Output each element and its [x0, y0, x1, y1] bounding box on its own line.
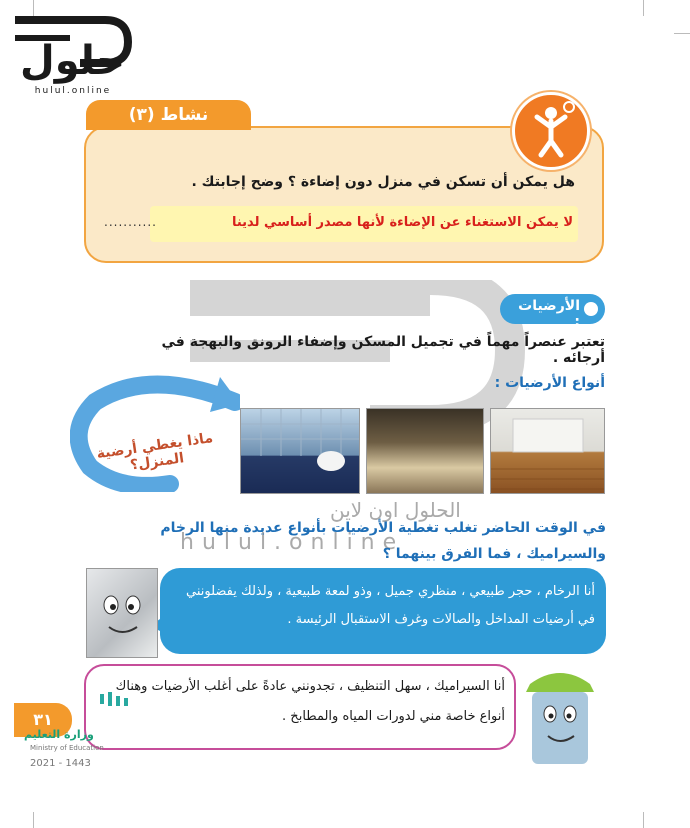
answer-dots: ...........: [104, 215, 157, 229]
bullet-dot-icon: [584, 302, 598, 316]
comparison-question: في الوقت الحاضر تغلب تغطية الأرضيات بأنواع عديدة منها الرخام والسيراميك ، فما الفرق بينهما ؟: [160, 520, 606, 562]
crop-mark: [643, 0, 644, 16]
activity-person-icon: [512, 92, 590, 170]
logo-subtitle: hulul.online: [34, 86, 112, 96]
site-logo: [10, 8, 135, 100]
crop-mark: [643, 812, 644, 828]
ceramic-character: [520, 662, 600, 772]
edition-year: 2021 - 1443: [30, 758, 91, 769]
marble-character: [86, 568, 158, 658]
ministry-english: Ministry of Education: [30, 744, 104, 752]
floors-title: الأرضيات :: [518, 298, 580, 330]
photo-wooden-floor: [490, 408, 605, 494]
smiley-face-icon: [87, 569, 159, 659]
floor-types-heading: أنواع الأرضيات :: [494, 375, 605, 391]
floors-description: تعتبر عنصراً مهماً في تجميل المسكن وإضفاء الرونق والبهجة في أرجائه .: [161, 334, 605, 366]
photo-bathroom-tiles: [240, 408, 360, 494]
arrow-label: ماذا يغطي أرضية المنزل؟: [95, 429, 215, 474]
answer-text: لا يمكن الاستغناء عن الإضاءة لأنها مصدر أساسي لدينا: [231, 215, 573, 230]
watermark-english: hulul.online: [180, 530, 405, 555]
ministry-arabic: وزارة التعليم: [24, 728, 94, 741]
watermark-arabic: الحلول اون لاين: [330, 498, 461, 522]
crop-mark: [674, 33, 690, 34]
activity-question: هل يمكن أن تسكن في منزل دون إضاءة ؟ وضح إجابتك .: [191, 174, 575, 190]
marble-speech-text: أنا الرخام ، حجر طبيعي ، منظري جميل ، وذو لمعة طبيعية ، ولذلك يفضلونني في أرضيات المداخل والصالات وغرف الاستقبال الرئيسة .: [186, 584, 595, 627]
activity-tab: نشاط (٣): [86, 100, 251, 130]
photo-marble-hall: [366, 408, 484, 494]
logo-text: حلول: [20, 38, 125, 84]
ceramic-speech-text: أنا السيراميك ، سهل التنظيف ، تجدونني عادةً على أغلب الأرضيات وهناك أنواع خاصة مني لدورات المياه والمطابخ .: [115, 679, 505, 724]
crop-mark: [33, 812, 34, 828]
ministry-logo-icon: [38, 690, 138, 730]
page-number: ٣١: [14, 703, 72, 737]
